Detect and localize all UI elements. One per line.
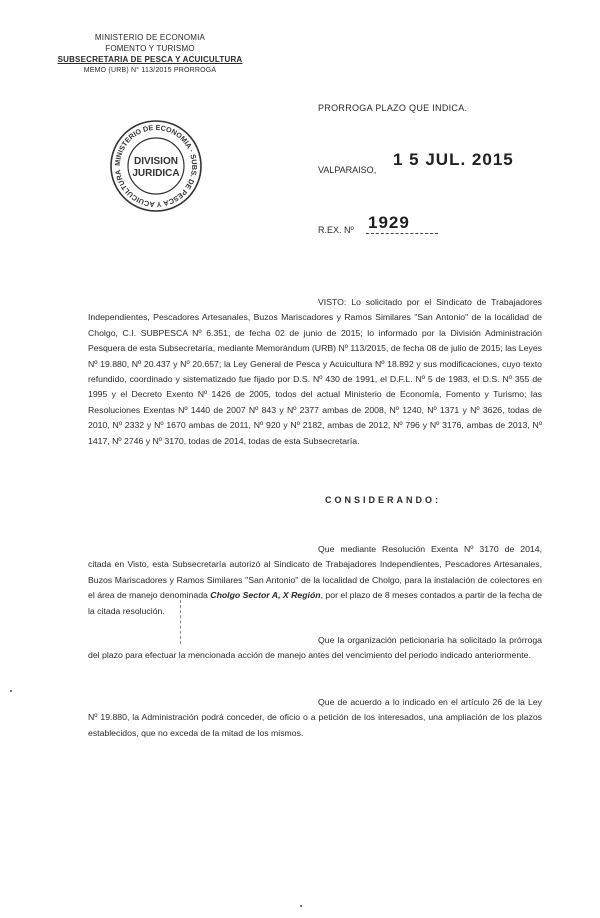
subsecretaria-name: SUBSECRETARIA DE PESCA Y ACUICULTURA	[57, 55, 243, 64]
considerando-1-end: , por el plazo de 8 meses contados a partir de la fecha de la citada resolución.	[88, 590, 542, 616]
considerando-heading: CONSIDERANDO:	[325, 495, 442, 505]
resolution-label: R.EX. Nº	[318, 225, 354, 235]
department-name: FOMENTO Y TURISMO	[105, 44, 195, 53]
scan-speck	[10, 690, 12, 692]
resolution-underline	[366, 233, 438, 234]
stamp-center-line1: DIVISION	[134, 156, 178, 167]
area-name: Cholgo Sector A, X Región	[210, 590, 321, 601]
stamp-center-line2: JURIDICA	[132, 168, 180, 179]
scan-speck	[300, 905, 302, 907]
considerando-paragraph-2: Que la organización peticionaria ha solicitado la prórroga del plazo para efectuar la mencionada acción de manejo antes del vencimiento del periodo indicado anteriormente.	[88, 635, 542, 661]
document-title: PRORROGA PLAZO QUE INDICA.	[318, 103, 468, 113]
letterhead	[50, 32, 250, 76]
considerando-paragraph-1	[88, 542, 542, 619]
stamp-ring-text: MINISTERIO DE ECONOMIA · SUBS. DE PESCA Y ACUICULTURA	[112, 122, 200, 210]
division-juridica-stamp	[108, 118, 204, 214]
ministry-name: MINISTERIO DE ECONOMIA	[94, 33, 206, 42]
memo-reference: MEMO (URB) N° 113/2015 PRORROGA	[83, 67, 217, 74]
considerando-paragraph-3: Que de acuerdo a lo indicado en el artículo 26 de la Ley Nº 19.880, la Administración podrá conceder, de oficio o a petición de los interesados, una ampliación de los plazos establecidos, que no exceda de la mitad de los mismos.	[88, 697, 542, 738]
margin-dash-mark	[180, 600, 182, 644]
date-stamp: 1 5 JUL. 2015	[393, 150, 514, 169]
resolution-number: 1929	[368, 213, 410, 232]
considerando-1-text: Que mediante Resolución Exenta Nº 3170 de 2014, citada en Visto, esta Subsecretaría autorizó al Sindicato de Trabajadores Independientes, Pescadores Artesanales, Buzos Mariscadores y Ramos Similares "San Antonio" de la localidad de Cholgo, para la instalación de colectores en el área de manejo denominada	[88, 544, 542, 601]
visto-paragraph: VISTO: Lo solicitado por el Sindicato de Trabajadores Independientes, Pescadores Artesanales, Buzos Mariscadores y Ramos Similares "San Antonio" de la localidad de Cholgo, C.I. SUBPESCA Nº 6.351, de fecha 02 de junio de 2015; lo informado por la División Administración Pesquera de esta Subsecretaría, mediante Memorándum (URB) Nº 113/2015, de fecha 08 de julio de 2015; las Leyes Nº 19.880, Nº 20.437 y Nº 20.657; la Ley General de Pesca y Acuicultura Nº 18.892 y sus modificaciones, cuyo texto refundido, coordinado y sistematizado fue fijado por D.S. Nº 430 de 1991, el D.F.L. Nº 5 de 1983, el D.S. Nº 355 de 1995 y el Decreto Exento Nº 1426 de 2005, todos del actual Ministerio de Economía, Fomento y Turismo; las Resoluciones Exentas Nº 1440 de 2007 Nº 843 y Nº 2377 ambas de 2008, Nº 1240, Nº 1371 y Nº 3626, todas de 2010, Nº 2332 y Nº 1670 ambas de 2011, Nº 920 y Nº 2182, ambas de 2012, Nº 796 y Nº 3176, ambas de 2013, Nº 1417, Nº 2746 y Nº 3170, todas de 2014, todas de esta Subsecretaría.	[88, 297, 542, 446]
place-label: VALPARAISO,	[318, 165, 377, 175]
